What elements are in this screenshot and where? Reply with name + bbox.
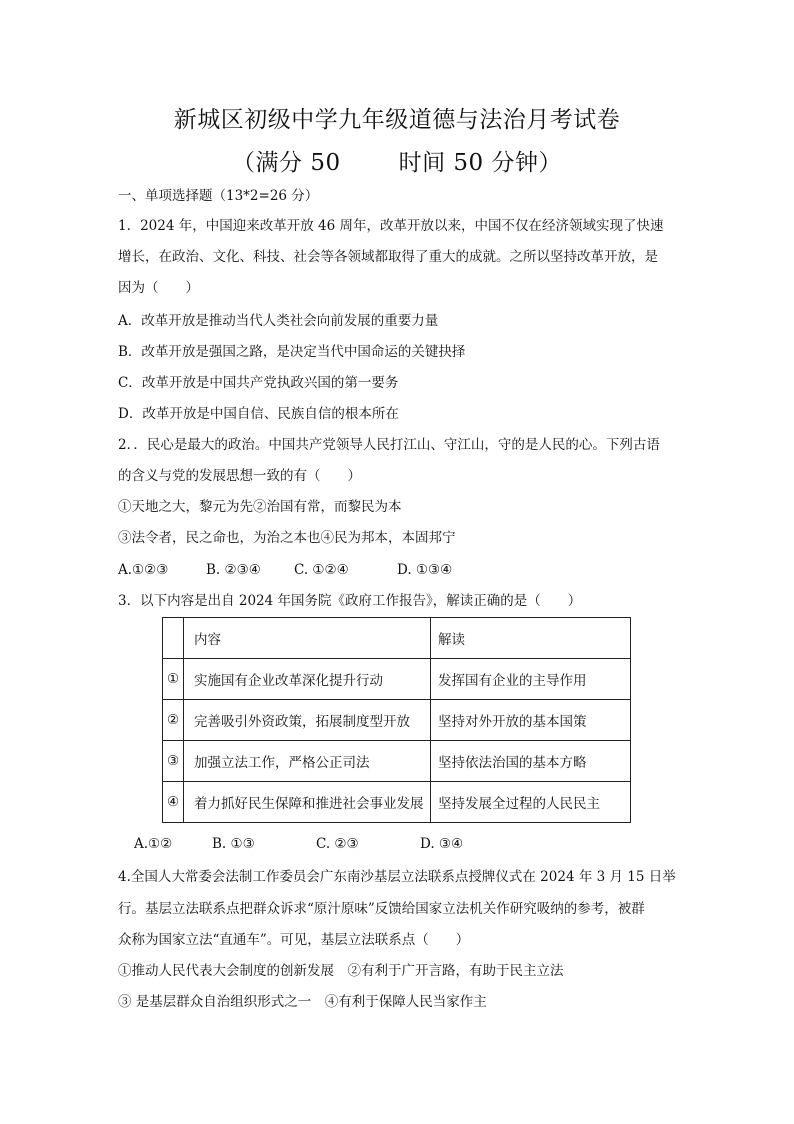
exam-subtitle <box>0 144 794 177</box>
table-cell: ① <box>163 659 184 700</box>
q3-option-a: A.①② <box>134 836 173 852</box>
q1-line-3: 因为（ ） <box>118 280 199 296</box>
q1-line-1: 1．2024 年，中国迎来改革开放 46 周年，改革开放以来，中国不仅在经济领域实现了快速 <box>118 218 664 234</box>
q3-options <box>134 834 463 854</box>
q4-line-2: 行。基层立法联系点把群众诉求“原汁原味”反馈给国家立法机关作研究吸纳的参考，被群 <box>118 901 645 917</box>
table-cell: 实施国有企业改革深化提升行动 <box>184 659 431 700</box>
q2-line-3: ①天地之大，黎元为先②治国有常，而黎民为本 <box>118 499 402 515</box>
q2-option-c: C. ①②④ <box>294 562 349 578</box>
section-heading: 一、单项选择题（13*2=26 分） <box>118 188 319 204</box>
q4-line-5: ③ 是基层群众自治组织形式之一 ④有利于保障人民当家作主 <box>118 994 487 1010</box>
table-cell: 加强立法工作，严格公正司法 <box>184 741 431 782</box>
q4-line-1: 4.全国人大常委会法制工作委员会广东南沙基层立法联系点授牌仪式在 2024 年 3 月 15 日举 <box>118 869 676 885</box>
q1-line-2: 增长，在政治、文化、科技、社会等各领域都取得了重大的成就。之所以坚持改革开放，是 <box>118 249 658 265</box>
q1-option-a: A．改革开放是推动当代人类社会向前发展的重要力量 <box>118 313 439 329</box>
q2-option-d: D. ①③④ <box>397 562 453 578</box>
table-cell: ④ <box>163 782 184 823</box>
table-cell: ② <box>163 700 184 741</box>
table-cell: 坚持发展全过程的人民民主 <box>431 782 631 823</box>
q3-table <box>162 617 631 823</box>
q3-stem: 3．以下内容是出自 2024 年国务院《政府工作报告》，解读正确的是（ ） <box>118 593 582 609</box>
q2-options <box>118 560 452 580</box>
q2-option-a: A.①②③ <box>118 562 169 578</box>
q2-line-1: 2．．民心是最大的政治。中国共产党领导人民打江山、守江山，守的是人民的心。下列古语 <box>118 437 660 453</box>
table-cell: 完善吸引外资政策，拓展制度型开放 <box>184 700 431 741</box>
table-cell: 坚持依法治国的基本方略 <box>431 741 631 782</box>
q3-option-b: B. ①③ <box>212 836 255 852</box>
time-info: 时间 50 分钟） <box>398 150 562 176</box>
q2-option-b: B. ②③④ <box>206 562 261 578</box>
q3-option-d: D. ③④ <box>420 836 464 852</box>
table-header-cell: 内容 <box>184 618 431 659</box>
q1-option-c: C．改革开放是中国共产党执政兴国的第一要务 <box>118 375 399 391</box>
table-cell: 着力抓好民生保障和推进社会事业发展 <box>184 782 431 823</box>
q1-option-d: D．改革开放是中国自信、民族自信的根本所在 <box>118 406 399 422</box>
table-row <box>163 700 631 741</box>
q2-line-4: ③法令者，民之命也，为治之本也④民为邦本，本固邦宁 <box>118 530 456 546</box>
table-cell: 坚持对外开放的基本国策 <box>431 700 631 741</box>
q2-line-2: 的含义与党的发展思想一致的有（ ） <box>118 468 361 484</box>
exam-title: 新城区初级中学九年级道德与法治月考试卷 <box>173 107 621 133</box>
table-header-cell: 解读 <box>431 618 631 659</box>
table-cell: ③ <box>163 741 184 782</box>
table-header-cell <box>163 618 184 659</box>
table-cell: 发挥国有企业的主导作用 <box>431 659 631 700</box>
table-row <box>163 782 631 823</box>
table-row <box>163 741 631 782</box>
table-row <box>163 659 631 700</box>
table-header-row <box>163 618 631 659</box>
q4-line-3: 众称为国家立法“直通车”。可见，基层立法联系点（ ） <box>118 932 470 948</box>
q3-option-c: C. ②③ <box>316 836 359 852</box>
q4-line-4: ①推动人民代表大会制度的创新发展 ②有利于广开言路，有助于民主立法 <box>118 963 564 979</box>
q1-option-b: B．改革开放是强国之路，是决定当代中国命运的关键抉择 <box>118 344 466 360</box>
score-info: （满分 50 <box>232 150 341 176</box>
